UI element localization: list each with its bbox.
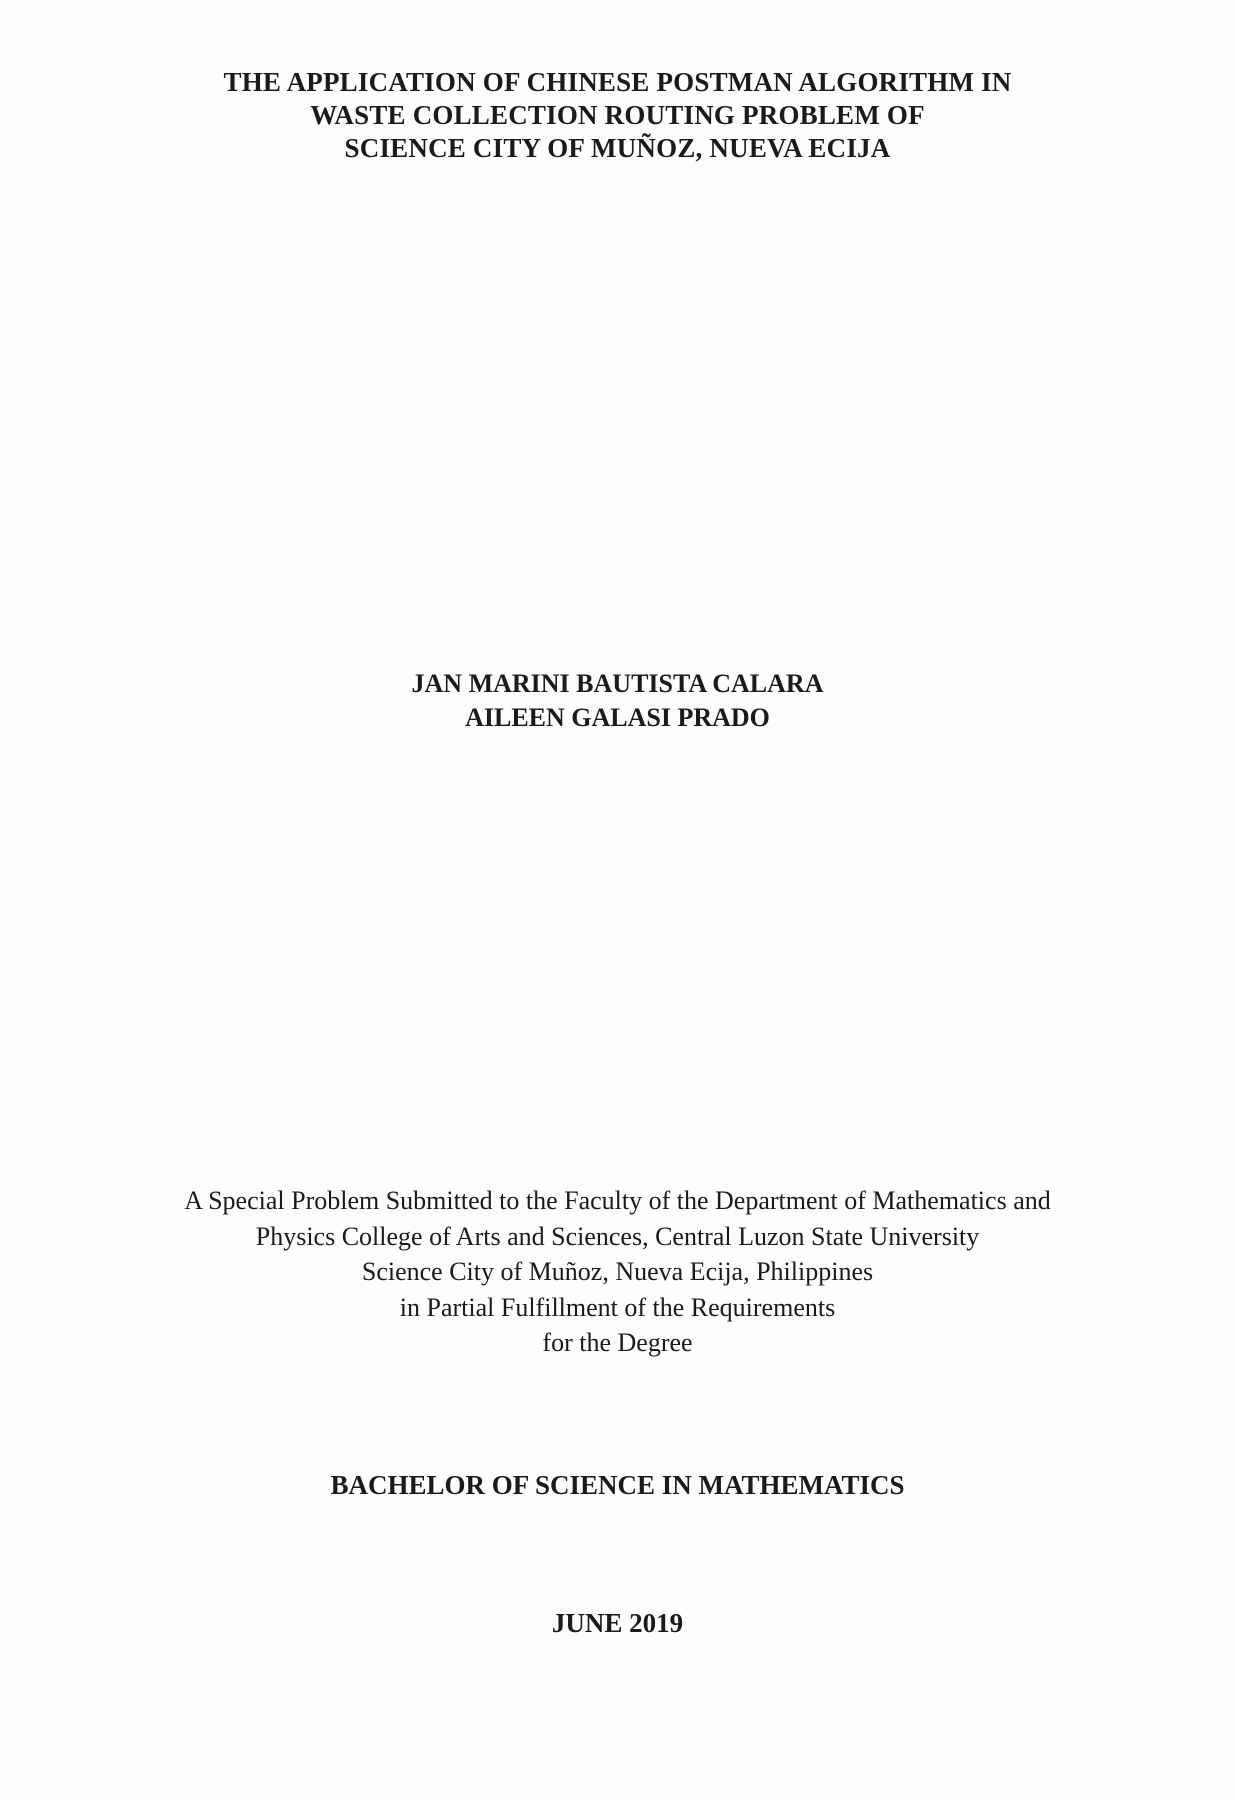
degree-name: BACHELOR OF SCIENCE IN MATHEMATICS [330, 1470, 905, 1500]
submission-statement [0, 1183, 1235, 1361]
submission-line-5: for the Degree [542, 1328, 693, 1357]
thesis-title [0, 66, 1235, 165]
submission-line-1: A Special Problem Submitted to the Faculty of the Department of Mathematics and [184, 1186, 1051, 1215]
author-list [0, 667, 1235, 735]
author-2: AILEEN GALASI PRADO [465, 703, 770, 732]
author-1: JAN MARINI BAUTISTA CALARA [411, 669, 824, 698]
submission-line-2: Physics College of Arts and Sciences, Central Luzon State University [255, 1221, 980, 1251]
title-line-3: SCIENCE CITY OF MUÑOZ, NUEVA ECIJA [344, 133, 891, 163]
title-line-1: THE APPLICATION OF CHINESE POSTMAN ALGORITHM IN [223, 67, 1012, 97]
submission-line-4: in Partial Fulfillment of the Requirements [399, 1292, 836, 1322]
title-line-2: WASTE COLLECTION ROUTING PROBLEM OF [310, 100, 925, 130]
submission-line-3: Science City of Muñoz, Nueva Ecija, Philippines [361, 1257, 874, 1286]
submission-date: JUNE 2019 [551, 1608, 684, 1638]
